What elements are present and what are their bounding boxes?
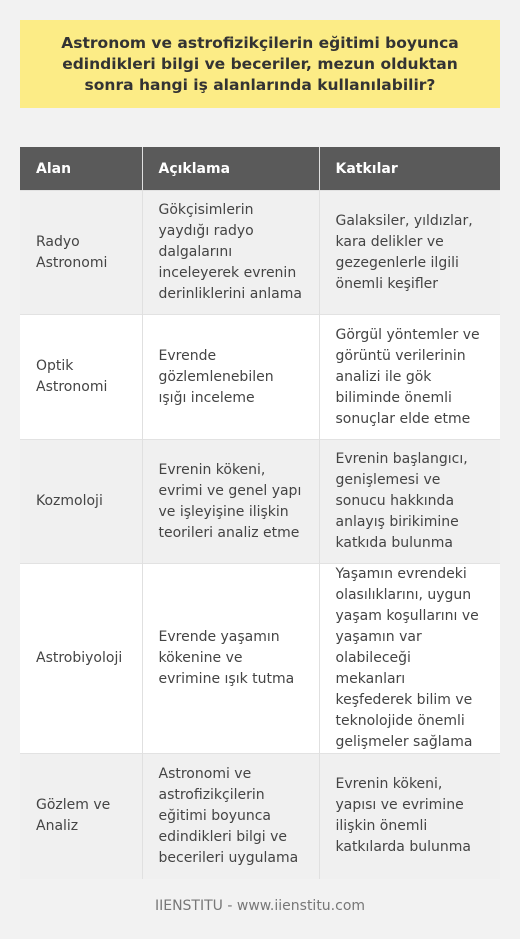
cell-katkilar: Evrenin başlangıcı, genişlemesi ve sonucu hakkında anlayış birikimine katkıda bulunma	[319, 440, 500, 564]
header-aciklama: Açıklama	[142, 147, 319, 191]
cell-aciklama: Evrende gözlemlenebilen ışığı inceleme	[142, 315, 319, 440]
table-row	[20, 754, 500, 879]
cell-alan: Kozmoloji	[20, 440, 142, 564]
header-alan: Alan	[20, 147, 142, 191]
question-box	[20, 20, 500, 108]
cell-aciklama: Evrenin kökeni, evrimi ve genel yapı ve işleyişine ilişkin teorileri analiz etme	[142, 440, 319, 564]
cell-katkilar: Galaksiler, yıldızlar, kara delikler ve gezegenlerle ilgili önemli keşifler	[319, 191, 500, 315]
cell-katkilar: Evrenin kökeni, yapısı ve evrimine ilişkin önemli katkılarda bulunma	[319, 754, 500, 879]
table-header-row	[20, 147, 500, 191]
cell-katkilar: Yaşamın evrendeki olasılıklarını, uygun yaşam koşullarını ve yaşamın var olabileceği mekanları keşfederek bilim ve teknolojide önemli gelişmeler sağlama	[319, 564, 500, 754]
cell-aciklama: Gökçisimlerin yaydığı radyo dalgalarını inceleyerek evrenin derinliklerini anlama	[142, 191, 319, 315]
cell-aciklama: Astronomi ve astrofizikçilerin eğitimi boyunca edindikleri bilgi ve becerileri uygulama	[142, 754, 319, 879]
cell-alan: Optik Astronomi	[20, 315, 142, 440]
question-title: Astronom ve astrofizikçilerin eğitimi boyunca edindikleri bilgi ve beceriler, mezun olduktan sonra hangi iş alanlarında kullanılabilir?	[61, 33, 459, 94]
header-katkilar: Katkılar	[319, 147, 500, 191]
cell-aciklama: Evrende yaşamın kökenine ve evrimine ışık tutma	[142, 564, 319, 754]
cell-alan: Astrobiyoloji	[20, 564, 142, 754]
table-row	[20, 564, 500, 754]
table-row	[20, 191, 500, 315]
cell-alan: Gözlem ve Analiz	[20, 754, 142, 879]
footer-credit: IIENSTITU - www.iienstitu.com	[154, 898, 366, 914]
cell-katkilar: Görgül yöntemler ve görüntü verilerinin analizi ile gök biliminde önemli sonuçlar elde etme	[319, 315, 500, 440]
career-table	[20, 147, 500, 879]
table-row	[20, 440, 500, 564]
table-row	[20, 315, 500, 440]
cell-alan: Radyo Astronomi	[20, 191, 142, 315]
